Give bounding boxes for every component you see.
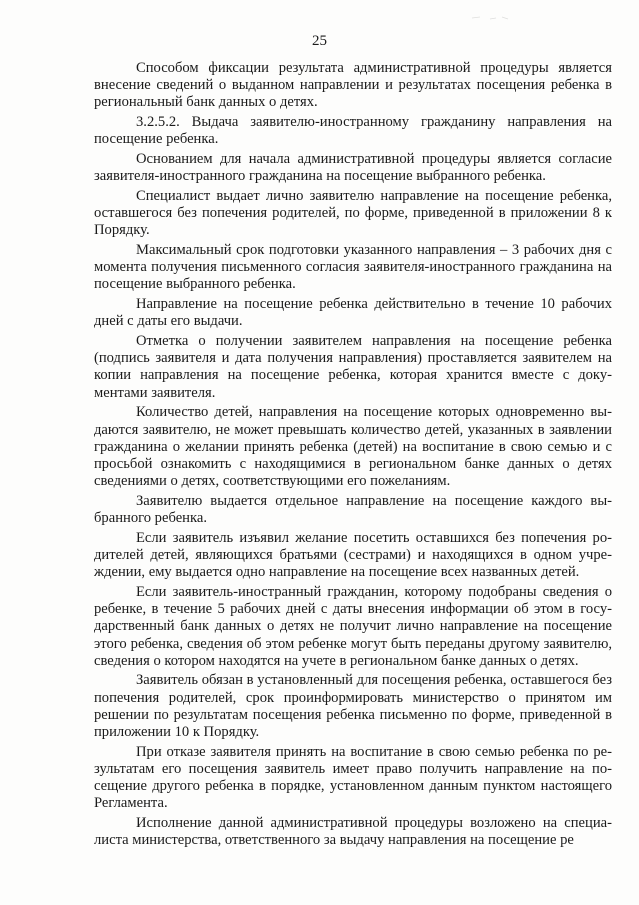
- paragraph: Основанием для начала административной процедуры является согласие заявителя-иностранного гражданина на посещение выбранного ребенка.: [94, 151, 612, 185]
- paragraph: 3.2.5.2. Выдача заявителю-иностранному гражданину направления на посещение ребенка.: [94, 114, 612, 148]
- paragraph: При отказе заявителя принять на воспитание в свою семью ребенка по результатам его посещения заявитель имеет право получить направление на посещение другого ребенка в порядке, установленном данным пунктом настоящего Регламента.: [94, 743, 612, 812]
- page-number: 25: [312, 33, 327, 49]
- paragraph: Направление на посещение ребенка действительно в течение 10 рабочих дней с даты его выдачи.: [94, 296, 612, 330]
- paragraph: Отметка о получении заявителем направления на посещение ребенка (подпись заявителя и дата получения направления) проставляется заявителем на копии направления на посещение ребенка, которая хранится вместе с документами заявителя.: [94, 333, 612, 401]
- paragraph: Количество детей, направления на посещение которых одновременно выдаются заявителю, не может превышать количество детей, указанных в заявлении гражданина о желании принять ребенка (детей) на воспитание в свою семью и с просьбой ознакомить с находящимися в региональном банке данных о детях сведениями о детях, соответствующими его пожеланиям.: [94, 404, 612, 490]
- paragraph: Если заявитель изъявил желание посетить оставшихся без попечения родителей детей, являющихся братьями (сестрами) и находящихся в одном учреждении, ему выдается одно направление на посещение всех названных детей.: [94, 529, 612, 581]
- paragraph: Исполнение данной административной процедуры возложено на специалиста министерства, ответственного за выдачу направления на посещение ре: [94, 815, 612, 849]
- paragraph: Способом фиксации результата административной процедуры является внесение сведений о выданном направлении и результатах посещения ребенка в региональный банк данных о детях.: [94, 60, 612, 111]
- document-body: [94, 60, 612, 849]
- paragraph: Максимальный срок подготовки указанного направления – 3 рабочих дня с момента получения письменного согласия заявителя-иностранного гражданина на посещение выбранного ребенка.: [94, 242, 612, 293]
- paragraph: Специалист выдает лично заявителю направление на посещение ребенка, оставшегося без попечения родителей, по форме, приведенной в приложении 8 к Порядку.: [94, 187, 612, 239]
- paragraph: Заявителю выдается отдельное направление на посещение каждого выбранного ребенка.: [94, 492, 612, 527]
- paragraph: Если заявитель-иностранный гражданин, которому подобраны сведения о ребенке, в течение 5 рабочих дней с даты внесения информации об этом в государственный банк данных о детях не получит лично направление на посещение этого ребенка, сведения об этом ребенке могут быть переданы другому заявителю, сведения о котором находятся на учете в региональном банке данных о детях.: [94, 583, 612, 669]
- paragraph: Заявитель обязан в установленный для посещения ребенка, оставшегося без попечения родителей, срок проинформировать министерство о принятом им решении по результатам посещения ребенка письменно по форме, приведенной в приложении 10 к Порядку.: [94, 672, 612, 741]
- scan-artifact-mark: [470, 14, 510, 22]
